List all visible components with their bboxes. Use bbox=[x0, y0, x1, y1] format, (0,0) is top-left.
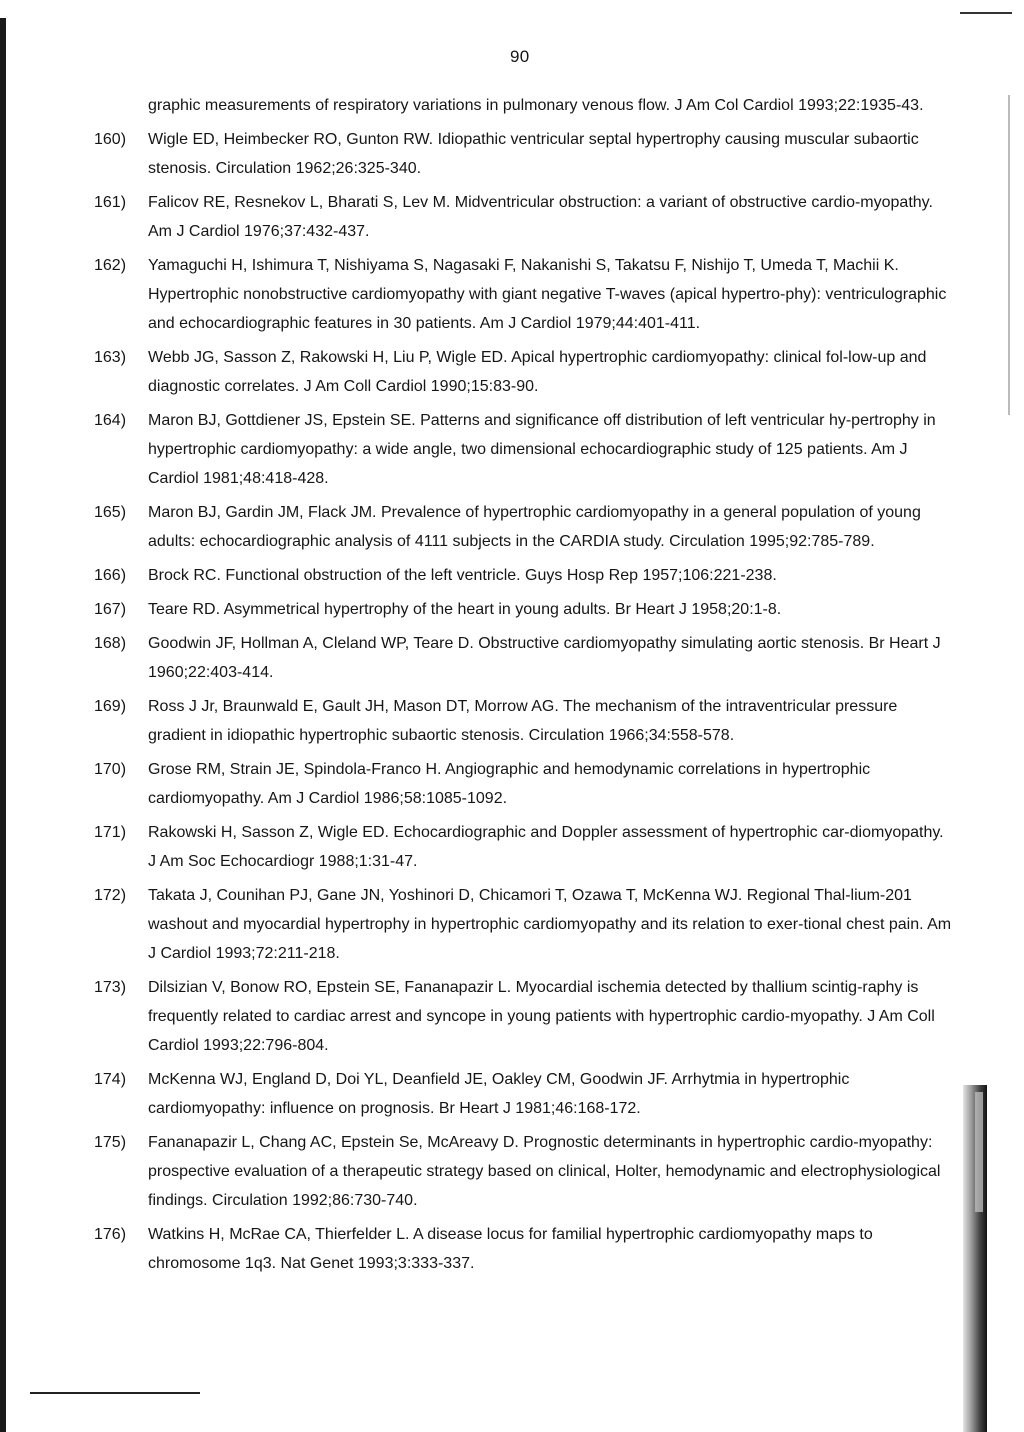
reference-text: Rakowski H, Sasson Z, Wigle ED. Echocardiographic and Doppler assessment of hypertrophic car-diomyopathy. J Am Soc Echocardiogr 1988;1:31-47. bbox=[148, 824, 944, 870]
continued-reference: graphic measurements of respiratory variations in pulmonary venous flow. J Am Col Cardiol 1993;22:1935-43. bbox=[148, 97, 924, 114]
reference-entry bbox=[94, 561, 954, 590]
reference-entry bbox=[94, 881, 954, 968]
reference-text: Wigle ED, Heimbecker RO, Gunton RW. Idiopathic ventricular septal hypertrophy causing muscular subaortic stenosis. Circulation 1962;26:325-340. bbox=[148, 131, 919, 177]
scan-mark-top bbox=[960, 12, 1012, 14]
reference-text: Takata J, Counihan PJ, Gane JN, Yoshinori D, Chicamori T, Ozawa T, McKenna WJ. Regional Thal-lium-201 washout and myocardial hypertrophy in hypertrophic cardiomyopathy and its relation to exer-tional chest pain. Am J Cardiol 1993;72:211-218. bbox=[148, 887, 952, 962]
reference-list bbox=[94, 91, 954, 1283]
reference-items bbox=[94, 125, 954, 1278]
reference-entry bbox=[94, 755, 954, 813]
reference-entry bbox=[94, 692, 954, 750]
reference-text: Maron BJ, Gottdiener JS, Epstein SE. Patterns and significance off distribution of left ventricular hy-pertrophy in hypertrophic cardiomyopathy: a wide angle, two dimensional echocardiographic study of 125 patients. Am J Cardiol 1981;48:418-428. bbox=[148, 412, 936, 487]
reference-entry bbox=[94, 595, 954, 624]
reference-entry bbox=[94, 629, 954, 687]
reference-text: Brock RC. Functional obstruction of the left ventricle. Guys Hosp Rep 1957;106:221-238. bbox=[148, 567, 777, 584]
reference-number: 160) bbox=[94, 131, 127, 148]
reference-number: 176) bbox=[94, 1226, 127, 1243]
reference-entry bbox=[94, 818, 954, 876]
reference-text: Maron BJ, Gardin JM, Flack JM. Prevalence of hypertrophic cardiomyopathy in a general population of young adults: echocardiographic analysis of 4111 subjects in the CARDIA study. Circulation 1995;92:785-789. bbox=[148, 504, 921, 550]
reference-number: 167) bbox=[94, 601, 127, 618]
reference-number: 171) bbox=[94, 824, 127, 841]
reference-number: 162) bbox=[94, 257, 127, 274]
reference-entry bbox=[94, 1220, 954, 1278]
scan-shadow-highlight bbox=[975, 1092, 983, 1212]
reference-text: Ross J Jr, Braunwald E, Gault JH, Mason DT, Morrow AG. The mechanism of the intraventricular pressure gradient in idiopathic hypertrophic subaortic stenosis. Circulation 1966;34:558-578. bbox=[148, 698, 898, 744]
reference-text: Grose RM, Strain JE, Spindola-Franco H. Angiographic and hemodynamic correlations in hypertrophic cardiomyopathy. Am J Cardiol 1986;58:1085-1092. bbox=[148, 761, 871, 807]
reference-number: 175) bbox=[94, 1134, 127, 1151]
reference-number: 173) bbox=[94, 979, 127, 996]
reference-entry bbox=[94, 1128, 954, 1215]
reference-text: Yamaguchi H, Ishimura T, Nishiyama S, Nagasaki F, Nakanishi S, Takatsu F, Nishijo T, Umeda T, Machii K. Hypertrophic nonobstructive cardiomyopathy with giant negative T-waves (apical hypertro-phy): ventriculographic and echocardiographic features in 30 patients. Am J Cardiol 1979;44:401-411. bbox=[148, 257, 947, 332]
reference-entry bbox=[94, 251, 954, 338]
reference-entry bbox=[94, 1065, 954, 1123]
reference-entry bbox=[94, 406, 954, 493]
reference-entry bbox=[94, 343, 954, 401]
reference-text: Teare RD. Asymmetrical hypertrophy of the heart in young adults. Br Heart J 1958;20:1-8. bbox=[148, 601, 782, 618]
reference-number: 164) bbox=[94, 412, 127, 429]
footer-rule bbox=[30, 1392, 200, 1394]
reference-number: 169) bbox=[94, 698, 127, 715]
reference-number: 161) bbox=[94, 194, 127, 211]
reference-entry bbox=[94, 498, 954, 556]
reference-number: 165) bbox=[94, 504, 127, 521]
reference-text: McKenna WJ, England D, Doi YL, Deanfield JE, Oakley CM, Goodwin JF. Arrhytmia in hypertrophic cardiomyopathy: influence on prognosis. Br Heart J 1981;46:168-172. bbox=[148, 1071, 850, 1117]
reference-entry bbox=[94, 188, 954, 246]
reference-number: 166) bbox=[94, 567, 127, 584]
reference-number: 168) bbox=[94, 635, 127, 652]
reference-number: 170) bbox=[94, 761, 127, 778]
reference-number: 163) bbox=[94, 349, 127, 366]
scan-mark-right bbox=[1008, 95, 1010, 415]
reference-text: Fananapazir L, Chang AC, Epstein Se, McAreavy D. Prognostic determinants in hypertrophic cardio-myopathy: prospective evaluation of a therapeutic strategy based on clinical, Holter, hemodynamic and electrophysiological findings. Circulation 1992;86:730-740. bbox=[148, 1134, 941, 1209]
reference-entry bbox=[94, 973, 954, 1060]
reference-text: Falicov RE, Resnekov L, Bharati S, Lev M. Midventricular obstruction: a variant of obstructive cardio-myopathy. Am J Cardiol 1976;37:432-437. bbox=[148, 194, 933, 240]
reference-text: Webb JG, Sasson Z, Rakowski H, Liu P, Wigle ED. Apical hypertrophic cardiomyopathy: clinical fol-low-up and diagnostic correlates. J Am Coll Cardiol 1990;15:83-90. bbox=[148, 349, 927, 395]
reference-entry bbox=[94, 125, 954, 183]
reference-text: Dilsizian V, Bonow RO, Epstein SE, Fananapazir L. Myocardial ischemia detected by thallium scintig-raphy is frequently related to cardiac arrest and syncope in young patients with hypertrophic cardio-myopathy. J Am Coll Cardiol 1993;22:796-804. bbox=[148, 979, 935, 1054]
reference-number: 174) bbox=[94, 1071, 127, 1088]
page-number: 90 bbox=[510, 47, 530, 66]
scan-border-left bbox=[0, 18, 6, 1432]
reference-text: Goodwin JF, Hollman A, Cleland WP, Teare D. Obstructive cardiomyopathy simulating aortic stenosis. Br Heart J 1960;22:403-414. bbox=[148, 635, 941, 681]
reference-number: 172) bbox=[94, 887, 127, 904]
reference-text: Watkins H, McRae CA, Thierfelder L. A disease locus for familial hypertrophic cardiomyopathy maps to chromosome 1q3. Nat Genet 1993;3:333-337. bbox=[148, 1226, 873, 1272]
